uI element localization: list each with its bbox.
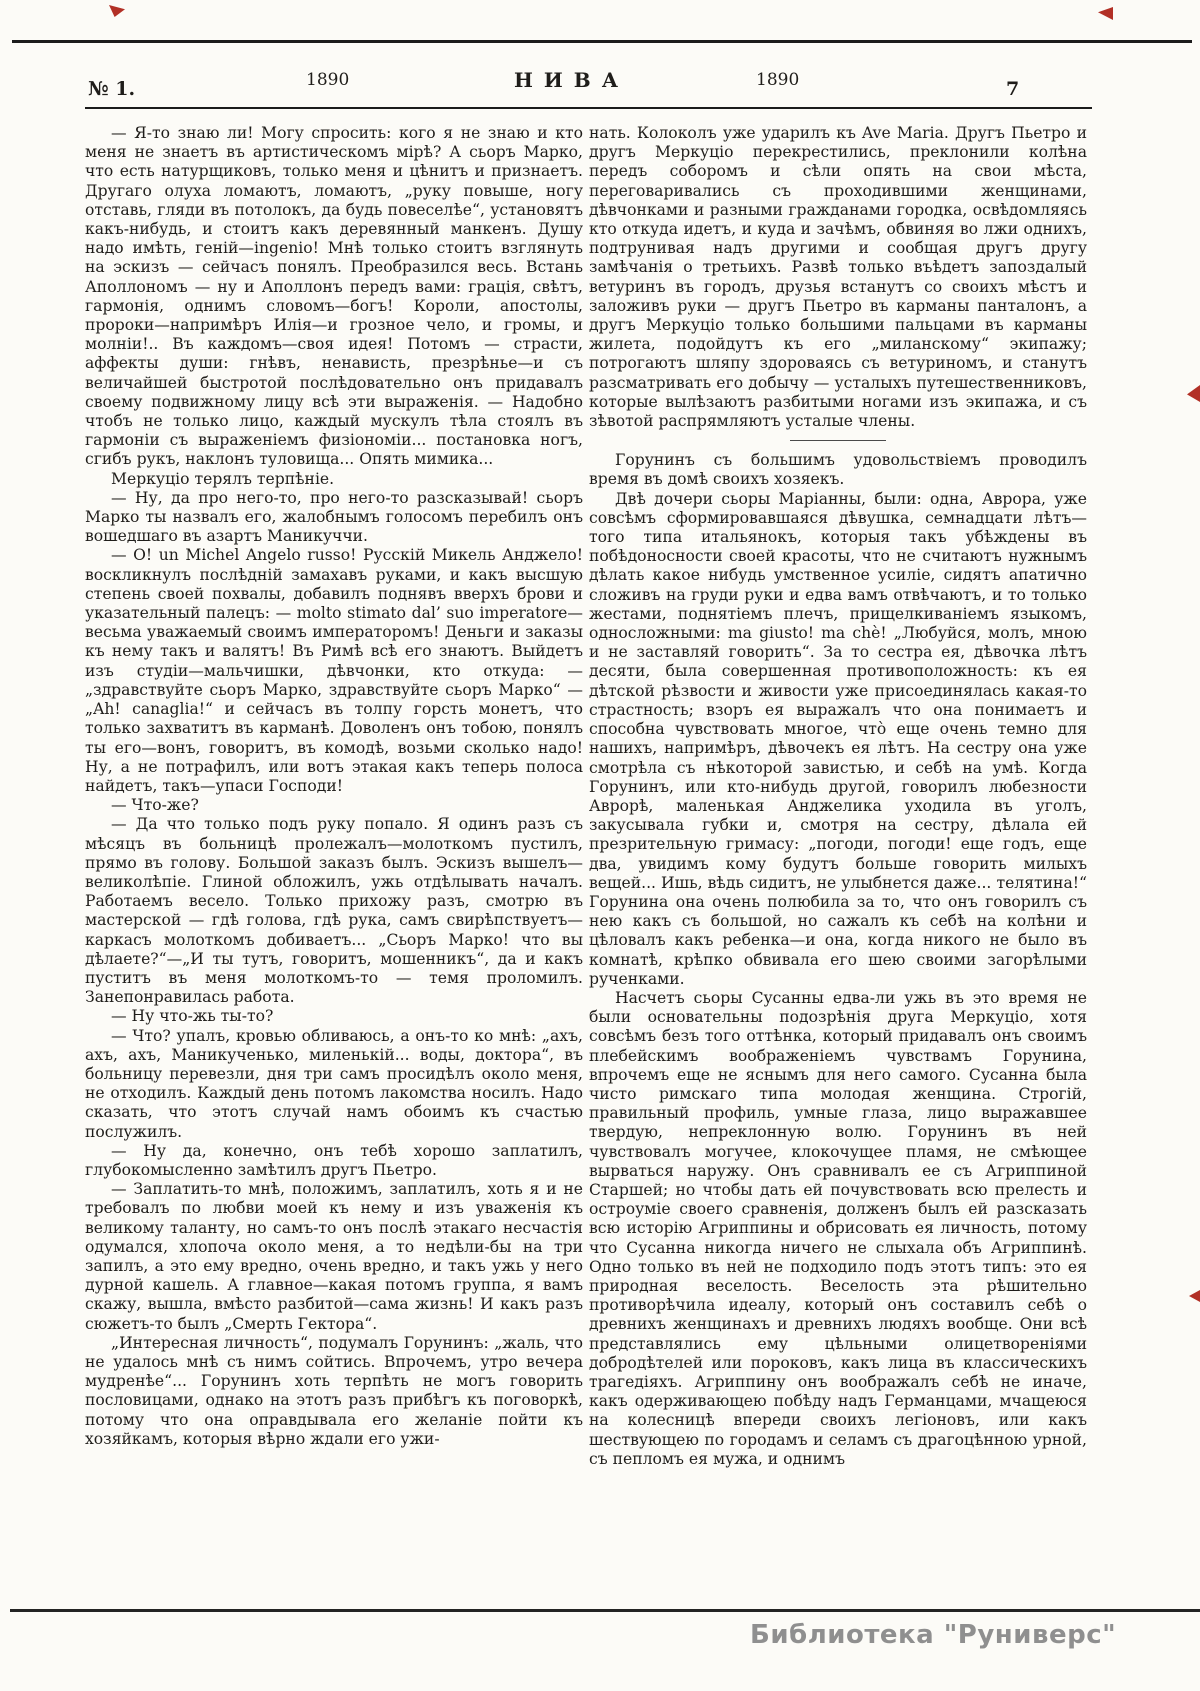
section-divider bbox=[790, 440, 886, 441]
header-year-left: 1890 bbox=[306, 70, 350, 90]
paragraph: Насчетъ сьоры Сусанны едва-ли ужь въ это время не были основательны подозрѣнія друга Меркуціо, хотя совсѣмъ безъ того оттѣнка, который придавалъ онъ своимъ плебейскимъ воображеніемъ чувствамъ Горунина, впрочемъ еще не яснымъ для него самого. Сусанна была чисто римскаго типа молодая женщина. Строгій, правильный профиль, умные глаза, лицо выражавшее твердую, непреклонную волю. Горунинъ въ ней чувствовалъ могучее, клокочущее пламя, не смѣющее вырваться наружу. Онъ сравнивалъ ее съ Агриппиной Старшей; но чтобы дать ей почувствовать всю прелесть и остроуміе своего сравненія, долженъ былъ ей разсказать всю исторію Агриппины и обрисовать ея личность, потому что Сусанна никогда ничего не слыхала объ Агриппинѣ. Одно только въ ней не подходило подъ этотъ типъ: это ея природная веселость. Веселость эта рѣшительно противорѣчила идеалу, который онъ составилъ себѣ о древнихъ женщинахъ и древнихъ людяхъ вообще. Они всѣ представлялись ему цѣльными олицетвореніями добродѣтелей или пороковъ, какъ лица въ классическихъ трагедіяхъ. Агриппину онъ воображалъ себѣ не иначе, какъ одерживающею побѣду надъ Германцами, мчащеюся на колесницѣ впереди своихъ легіоновъ, или какъ шествующею по городамъ и селамъ съ драгоцѣнною урной, съ пепломъ ея мужа, и однимъ bbox=[589, 988, 1087, 1468]
header-year-right: 1890 bbox=[756, 70, 800, 90]
paragraph: нать. Колоколъ уже ударилъ къ Ave Maria. Другъ Пьетро и другъ Меркуціо перекрестились, преклонили колѣна передъ соборомъ и сѣли опять на свои мѣста, переговаривались съ проходившими женщинами, дѣвчонками и разными гражданами городка, освѣдомляясь кто откуда идетъ, и куда и зачѣмъ, обвиняя во лжи однихъ, подтрунивая надъ другими и сообщая другъ другу замѣчанія о третьихъ. Развѣ только въѣдетъ запоздалый ветуринъ въ городъ, друзья встанутъ со своихъ мѣстъ и заложивъ руки — другъ Пьетро въ карманы панталонъ, а другъ Меркуціо только большими пальцами въ карманы жилета, подойдутъ къ его „миланскому“ экипажу; потрогаютъ шляпу здороваясь съ ветуриномъ, и станутъ разсматривать его добычу — усталыхъ путешественниковъ, которые вылѣзаютъ разбитыми ногами изъ экипажа, и съ зѣвотой распрямляютъ усталые члены. bbox=[589, 124, 1087, 431]
page-top-edge-line bbox=[12, 40, 1192, 43]
header-rule bbox=[85, 107, 1092, 109]
scan-artifact-right-edge-2 bbox=[1189, 1290, 1200, 1302]
issue-number: № 1. bbox=[88, 78, 136, 100]
paragraph: — О! un Michel Angelo russo! Русскій Микель Анджело! воскликнулъ послѣдній замахавъ руками, и какъ высшую степень своей похвалы, добавилъ поднявъ вверхъ брови и указательный палецъ: — molto stimato dal’ suo imperatore—весьма уважаемый своимъ императоромъ! Деньги и заказы къ нему такъ и валятъ! Въ Римѣ всѣ его знаютъ. Выйдетъ изъ студіи—мальчишки, дѣвчонки, кто откуда: — „здравствуйте сьоръ Марко, здравствуйте сьоръ Марко“ — „Ah! canaglia!“ и сейчасъ въ толпу горсть монетъ, что только захватитъ въ карманѣ. Доволенъ онъ тобою, понялъ ты его—вонъ, говоритъ, въ комодѣ, возьми сколько надо! Ну, а не потрафилъ, или вотъ этакая какъ теперь полоса найдетъ, такъ—упаси Господи! bbox=[85, 546, 583, 795]
text-column-right bbox=[589, 124, 1087, 1584]
paragraph: Двѣ дочери сьоры Маріанны, были: одна, Аврора, уже совсѣмъ сформировавшаяся дѣвушка, семнадцати лѣтъ—того типа итальянокъ, которыя такъ убѣждены въ побѣдоносности своей красоты, что не считаютъ нужнымъ дѣлать какое нибудь умственное усиліе, сидятъ апатично сложивъ на груди руки и едва вамъ отвѣчаютъ, и то только жестами, поднятіемъ плечъ, прищелкиваніемъ языкомъ, односложными: ma giusto! ma chè! „Любуйся, молъ, мною и не заставляй говорить“. За то сестра ея, дѣвочка лѣтъ десяти, была совершенная противоположность: къ ея дѣтской рѣзвости и живости уже присоединялась какая-то страстность; взоръ ея выражалъ что она понимаетъ и способна чувствовать многое, чтò еще очень темно для нашихъ, напримѣръ, дѣвочекъ ея лѣтъ. На сестру она уже смотрѣла съ нѣкоторой завистью, и себѣ на умѣ. Когда Горунинъ, или кто-нибудь другой, говорилъ любезности Аврорѣ, маленькая Анджелика уходила въ уголъ, закусывала губки и, смотря на сестру, дѣлала ей презрительную гримасу: „погоди, погоди! еще годъ, еще два, увидимъ кому будутъ больше говорить милыхъ вещей... Ишь, вѣдь сидитъ, не улыбнется даже... телятина!“ Горунина она очень полюбила за то, что онъ говорилъ съ нею какъ съ большой, но сажалъ къ себѣ на колѣни и цѣловалъ какъ ребенка—и она, когда никого не было въ комнатѣ, крѣпко обвивала его шею своими загорѣлыми рученками. bbox=[589, 489, 1087, 988]
library-watermark: Библиотека "Руниверс" bbox=[750, 1620, 1117, 1650]
magazine-title: НИВА bbox=[514, 68, 629, 92]
paragraph: — Что? упалъ, кровью обливаюсь, а онъ-то ко мнѣ: „ахъ, ахъ, ахъ, Маникученько, миленькій... воды, доктора“, въ больницу перевезли, дня три самъ просидѣлъ около меня, не отходилъ. Каждый день потомъ лакомства носилъ. Надо сказать, что этотъ случай намъ обоимъ къ счастью послужилъ. bbox=[85, 1026, 583, 1141]
text-column-left bbox=[85, 124, 583, 1584]
paragraph: — Я-то знаю ли! Могу спросить: кого я не знаю и кто меня не знаетъ въ артистическомъ мірѣ? А сьоръ Марко, что есть натурщиковъ, только меня и цѣнитъ и признаетъ. Другаго олуха ломаютъ, ломаютъ, „руку повыше, ногу отставь, гляди въ потолокъ, да будь повеселѣе“, установятъ какъ-нибудь, и стоитъ какъ деревянный манкенъ. Душу надо имѣть, геній—ingenio! Мнѣ только стоитъ взглянуть на эскизъ — сейчасъ понялъ. Преобразился весь. Встань Аполлономъ — ну и Аполлонъ передъ вами: грація, свѣтъ, гармонія, однимъ словомъ—богъ! Короли, апостолы, пророки—напримѣръ Илія—и грозное чело, и громы, и молніи!.. Въ каждомъ—своя идея! Потомъ — страсти, аффекты души: гнѣвъ, ненависть, презрѣнье—и съ величайшей быстротой послѣдовательно онъ придавалъ своему подвижному лицу всѣ эти выраженія. — Надобно чтобъ не только лицо, каждый мускулъ тѣла стоялъ въ гармоніи съ выраженіемъ физіономіи... постановка ногъ, сгибъ рукъ, наклонъ туловища... Опять мимика... bbox=[85, 124, 583, 469]
scan-artifact-right-edge-1 bbox=[1187, 385, 1200, 402]
paragraph: — Что-же? bbox=[111, 796, 199, 815]
paragraph: — Да что только подъ руку попало. Я одинъ разъ съ мѣсяцъ въ больницѣ пролежалъ—молоткомъ пустилъ, прямо въ голову. Большой заказъ былъ. Эскизъ вышелъ—великолѣпіе. Глиной обложилъ, ужь отдѣлывать началъ. Работаемъ весело. Только прихожу разъ, смотрю въ мастерской — гдѣ голова, гдѣ рука, самъ свирѣпствуетъ—каркасъ молоткомъ добиваетъ... „Сьоръ Марко! что вы дѣлаете?“—„И ты тутъ, говоритъ, мошенникъ“, да и какъ пуститъ въ меня молоткомъ-то — темя проломилъ. Занепонравилась работа. bbox=[85, 815, 583, 1007]
page-bottom-edge-line bbox=[10, 1609, 1200, 1612]
paragraph: Горунинъ съ большимъ удовольствіемъ проводилъ время въ домѣ своихъ хозяекъ. bbox=[589, 451, 1087, 489]
scan-artifact-top-left bbox=[109, 5, 125, 17]
paragraph: — Ну что-жь ты-то? bbox=[111, 1007, 274, 1026]
paragraph: — Ну да, конечно, онъ тебѣ хорошо заплатилъ, глубокомысленно замѣтилъ другъ Пьетро. bbox=[85, 1141, 583, 1179]
paragraph: „Интересная личность“, подумалъ Горунинъ: „жаль, что не удалось мнѣ съ нимъ сойтись. Впрочемъ, утро вечера мудренѣе“... Горунинъ хоть терпѣть не могъ говорить пословицами, однако на этотъ разъ прибѣгъ къ поговоркѣ, потому что она оправдывала его желаніе пойти къ хозяйкамъ, которыя вѣрно ждали его ужи- bbox=[85, 1333, 583, 1448]
paragraph: — Заплатить-то мнѣ, положимъ, заплатилъ, хоть я и не требовалъ по любви моей къ нему и изъ уваженія къ великому таланту, но самъ-то онъ послѣ этакаго несчастія одумался, хлопоча около меня, а то недѣли-бы на три запилъ, а это ему вредно, очень вредно, и такъ ужь у него дурной кашель. А главное—какая потомъ группа, я вамъ скажу, вышла, вмѣсто разбитой—сама жизнь! И какъ разъ сюжетъ-то былъ „Смерть Гектора“. bbox=[85, 1180, 583, 1333]
paragraph: Меркуціо терялъ терпѣніе. bbox=[111, 469, 335, 488]
scan-artifact-top-right bbox=[1098, 7, 1113, 20]
paragraph: — Ну, да про него-то, про него-то разсказывай! сьоръ Марко ты назвалъ его, жалобнымъ голосомъ перебилъ онъ вошедшаго въ азартъ Маникуччи. bbox=[85, 488, 583, 546]
page-number: 7 bbox=[1006, 78, 1020, 100]
